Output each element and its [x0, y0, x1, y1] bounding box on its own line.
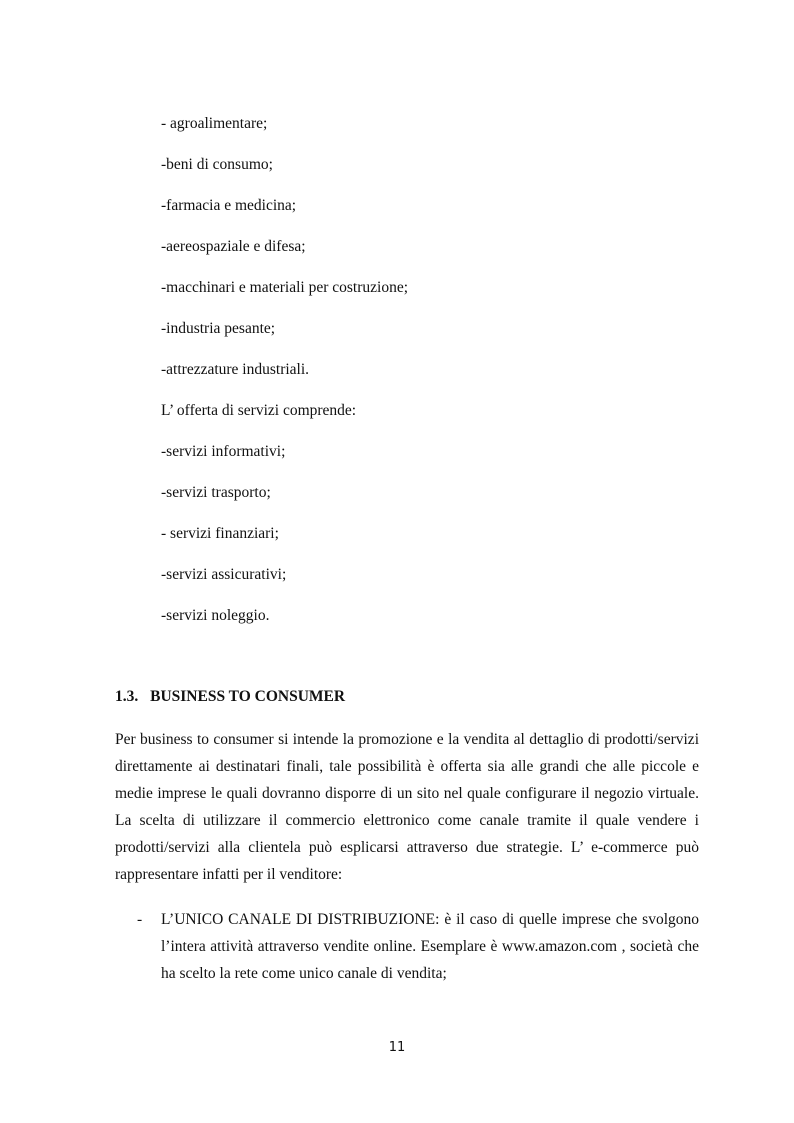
- bullet-text: L’UNICO CANALE DI DISTRIBUZIONE: è il caso di quelle imprese che svolgono l’intera attività attraverso vendite online. Esemplare è www.amazon.com , società che ha scelto la rete come unico canale di vendita;: [161, 911, 699, 982]
- list-item: -servizi informativi;: [161, 443, 286, 460]
- bullet-item: [115, 906, 699, 987]
- list-item: -servizi assicurativi;: [161, 566, 287, 583]
- section-title: BUSINESS TO CONSUMER: [150, 688, 346, 705]
- page-number: 11: [388, 1040, 406, 1055]
- list-item: -attrezzature industriali.: [161, 361, 310, 378]
- list-item: -beni di consumo;: [161, 156, 273, 173]
- list-item: - servizi finanziari;: [161, 525, 279, 542]
- list-item: -aereospaziale e difesa;: [161, 238, 306, 255]
- list-item: -macchinari e materiali per costruzione;: [161, 279, 409, 296]
- sector-list: [161, 114, 408, 647]
- list-item: -farmacia e medicina;: [161, 197, 297, 214]
- list-item: L’ offerta di servizi comprende:: [161, 402, 357, 419]
- section-number: 1.3.: [115, 688, 139, 705]
- list-item: -industria pesante;: [161, 320, 276, 337]
- list-item: -servizi trasporto;: [161, 484, 271, 501]
- bullet-marker: -: [137, 911, 143, 928]
- list-item: -servizi noleggio.: [161, 607, 270, 624]
- list-item: - agroalimentare;: [161, 115, 268, 132]
- section-heading: [115, 687, 345, 707]
- body-paragraph: Per business to consumer si intende la promozione e la vendita al dettaglio di prodotti/servizi direttamente ai destinatari finali, tale possibilità è offerta sia alle grandi che alle piccole e medie imprese le quali dovranno disporre di un sito nel quale configurare il negozio virtuale. La scelta di utilizzare il commercio elettronico come canale tramite il quale vendere i prodotti/servizi alla clientela può esplicarsi attraverso due strategie. L’ e-commerce può rappresentare infatti per il venditore:: [115, 731, 699, 883]
